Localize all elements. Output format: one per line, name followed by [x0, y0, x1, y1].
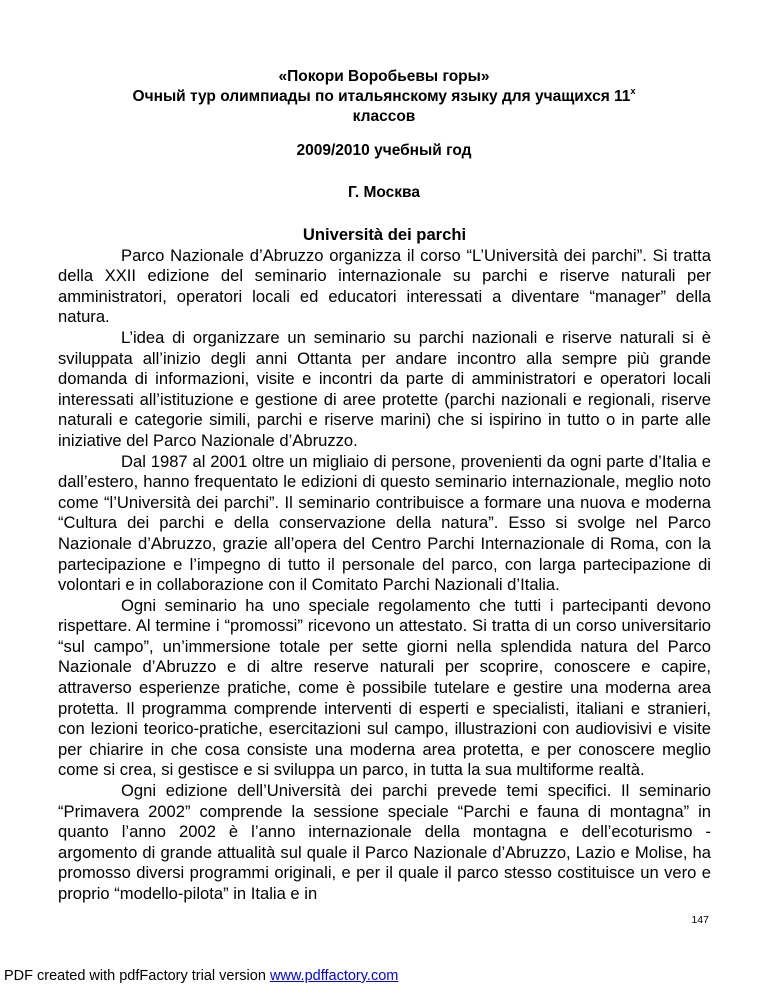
pdf-footer — [4, 968, 398, 984]
article-paragraph: Parco Nazionale d’Abruzzo organizza il corso “L’Università dei parchi”. Si tratta della XXII edizione del seminario internazionale su parchi e riserve naturali per amministratori, operatori locali ed educatori interessati a diventare “manager” della natura. — [58, 245, 711, 327]
olympiad-subtitle — [0, 87, 768, 107]
grade-superscript: х — [630, 86, 636, 96]
footer-text: PDF created with pdfFactory trial version — [4, 968, 270, 984]
olympiad-subtitle-end: классов — [352, 108, 416, 125]
olympiad-subtitle-text: Очный тур олимпиады по итальянскому языку для учащихся 11 — [132, 88, 631, 105]
city: Г. Москва — [348, 184, 420, 201]
article-paragraph: Dal 1987 al 2001 oltre un migliaio di persone, provenienti da ogni parte d’Italia e dall’estero, hanno frequentato le edizioni di questo seminario internazionale, meglio noto come “l’Università dei parchi”. Il seminario contribuisce a formare una nuova e moderna “Cultura dei parchi e della conservazione della natura”. Esso si svolge nel Parco Nazionale d’Abruzzo, grazie all’opera del Centro Parchi Internazionale di Roma, con la partecipazione e l’impegno di tutto il personale del parco, con larga partecipazione di volontari e in collaborazione con il Comitato Parchi Nazionali d’Italia. — [58, 451, 711, 595]
article — [58, 225, 711, 905]
academic-year: 2009/2010 учебный год — [296, 142, 472, 159]
olympiad-title: «Покори Воробьевы горы» — [278, 68, 490, 85]
document-header — [0, 67, 768, 127]
article-paragraph: Ogni seminario ha uno speciale regolamento che tutti i partecipanti devono rispettare. Al termine i “promossi” ricevono un attestato. Si tratta di un corso universitario “sul campo”, un’immersione totale per sette giorni nella splendida natura del Parco Nazionale d’Abruzzo e di altre reserve naturali per scoprire, conoscere e capire, attraverso esperienze pratiche, come è possibile tutelare e gestire una moderna area protetta. Il programma comprende interventi di esperti e specialisti, italiani e stranieri, con lezioni teorico-pratiche, esercitazioni sul campo, illustrazioni con audiovisivi e visite per chiarire in che cosa consiste una moderna area protetta, e per conoscere meglio come si crea, si gestisce e si sviluppa un parco, in tutta la sua multiforme realtà. — [58, 595, 711, 780]
page-number: 147 — [691, 914, 709, 926]
article-title: Università dei parchi — [302, 225, 467, 244]
article-paragraph: L’idea di organizzare un seminario su parchi nazionali e riserve naturali si è sviluppata all’inizio degli anni Ottanta per andare incontro alla sempre più grande domanda di informazioni, visite e incontri da parte di amministratori e operatori locali interessati all’istituzione e gestione di aree protette (parchi nazionali e regionali, riserve naturali e categorie simili, parchi e riserve marini) che si ispirino in tutto o in parte alle iniziative del Parco Nazionale d’Abruzzo. — [58, 327, 711, 450]
pdffactory-link[interactable]: www.pdffactory.com — [269, 968, 399, 984]
article-paragraph: Ogni edizione dell’Università dei parchi prevede temi specifici. Il seminario “Primavera 2002” comprende la sessione speciale “Parchi e fauna di montagna” in quanto l’anno 2002 è l’anno internazionale della montagna e dell’ecoturismo - argomento di grande attualità sul quale il Parco Nazionale d’Abruzzo, Lazio e Molise, ha promosso diversi programmi originali, e per il quale il parco stesso costituisce un vero e proprio “modello-pilota” in Italia e in — [58, 781, 711, 903]
